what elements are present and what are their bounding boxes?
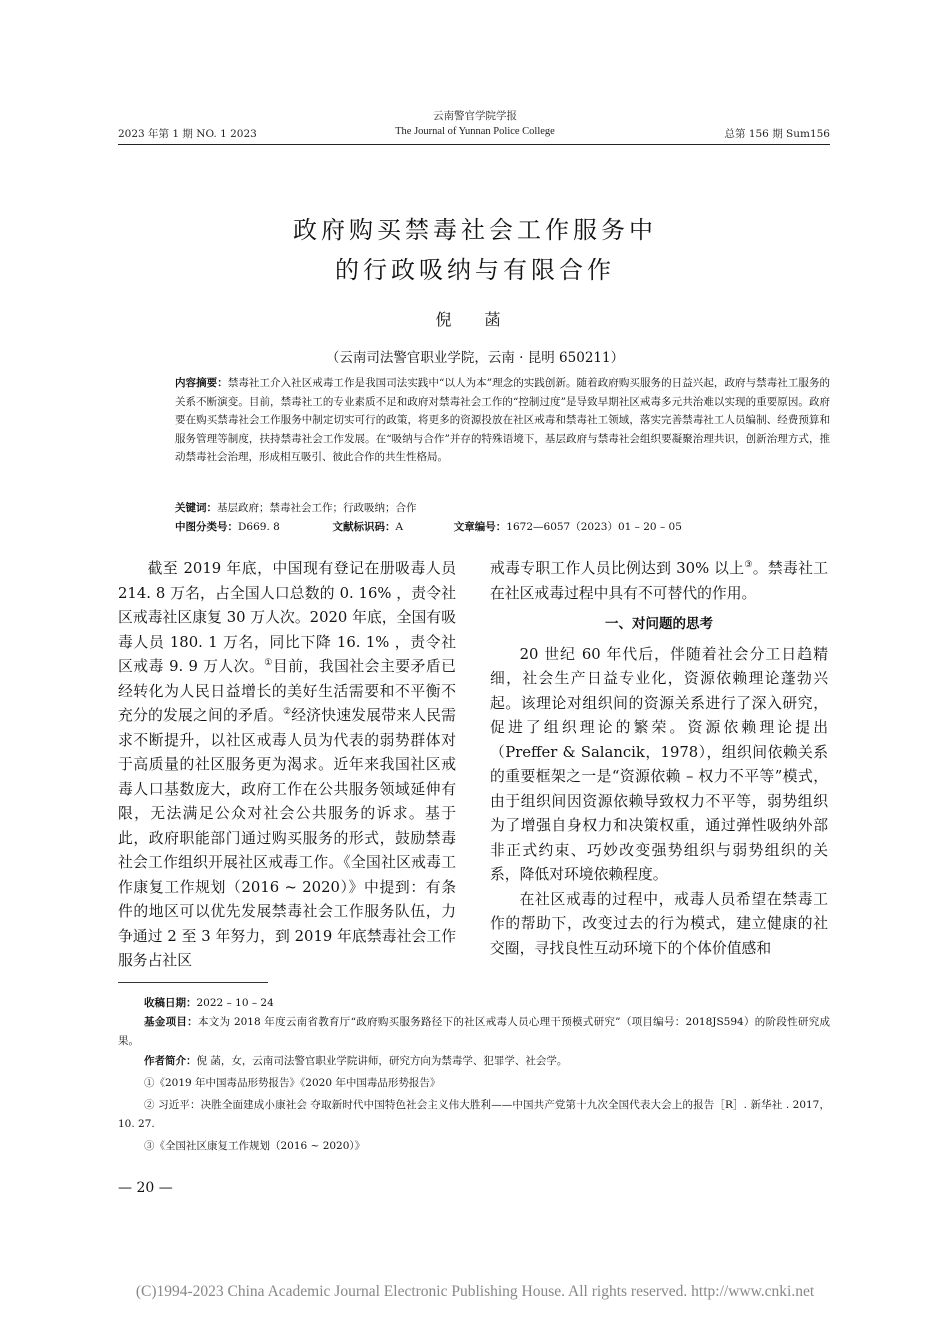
footnote-3: ③《全国社区康复工作规划（2016 ~ 2020）》	[144, 1140, 366, 1152]
fund-value: 本文为 2018 年度云南省教育厅“政府购买服务路径下的社区戒毒人员心理干预模式研究”（项目编号：2018JS594）的阶段性研究成果。	[118, 1016, 831, 1047]
paragraph: 20 世纪 60 年代后，伴随着社会分工日趋精细，社会生产日益专业化，资源依赖理论蓬勃兴起。该理论对组织间的资源关系进行了深入研究，促进了组织理论的繁荣。资源依赖理论提出（Preffer & Salancik，1978），组织间依赖关系的重要框架之一是“资源依赖 – 权力不平等”模式，由于组织间因资源依赖导致权力不平等，弱势组织为了增强自身权力和决策权重，通过弹性吸纳外部非正式约束、巧妙改变强势组织与弱势组织的关系，降低对环境依赖程度。	[490, 645, 828, 883]
abstract-text: 禁毒社工介入社区戒毒工作是我国司法实践中“以人为本”理念的实践创新。随着政府购买服务的日益兴起，政府与禁毒社工服务的关系不断演变。目前，禁毒社工的专业素质不足和政府对禁毒社会工作的“控制过度”是导致早期社区戒毒多元共治难以实现的重要原因。政府要在购买禁毒社会工作服务中制定切实可行的政策，将更多的资源投放在社区戒毒和禁毒社工领域，落实完善禁毒社工人员编制、经费预算和服务管理等制度，扶持禁毒社会工作发展。在“吸纳与合作”并存的特殊语境下，基层政府与禁毒社会组织要凝聚治理共识，创新治理方式，推动禁毒社会治理，形成相互吸引、彼此合作的共生性格局。	[175, 377, 831, 463]
received-date	[118, 994, 830, 1013]
article-title-line2: 的行政吸纳与有限合作	[335, 256, 615, 284]
author-bio	[118, 1052, 830, 1071]
text-run: 经济快速发展带来人民需求不断提升，以社区戒毒人员为代表的弱势群体对于高质量的社区服务更为渴求。近年来我国社区戒毒人口基数庞大，政府工作在公共服务领域延伸有限，无法满足公众对社会公共服务的诉求。基于此，政府职能部门通过购买服务的形式，鼓励禁毒社会工作组织开展社区戒毒工作。《全国社区戒毒工作康复工作规划（2016 ~ 2020）》中提到：有条件的地区可以优先发展禁毒社会工作服务队伍，力争通过 2 至 3 年努力，到 2019 年底禁毒社会工作服务占社区	[118, 707, 456, 969]
keywords-text: 基层政府；禁毒社会工作；行政吸纳；合作	[217, 502, 417, 514]
doc-code-label: 文献标识码：	[332, 521, 396, 533]
paragraph: 在社区戒毒的过程中，戒毒人员希望在禁毒工作的帮助下，改变过去的行为模式，建立健康的社交圈，寻找良性互动环境下的个体价值感和	[490, 890, 828, 957]
page-number: — 20 —	[118, 1180, 173, 1196]
journal-name-cn: 云南警官学院学报	[433, 110, 517, 122]
body-right-column	[490, 557, 828, 961]
author-name: 倪 菡	[435, 310, 515, 329]
keywords-label: 关键词：	[175, 502, 217, 514]
text-run: 。禁毒社工在社区戒毒过程中具有不可替代的作用。	[490, 560, 828, 602]
keywords	[175, 500, 830, 517]
doc-code-value: A	[395, 521, 404, 533]
author-bio-label: 作者简介：	[144, 1055, 197, 1067]
text-run: 戒毒专职工作人员比例达到 30% 以上	[490, 560, 745, 577]
footnote-ref-2: ②	[282, 707, 292, 718]
author-affiliation: （云南司法警官职业学院，云南 · 昆明 650211）	[325, 350, 625, 366]
fund-label: 基金项目：	[144, 1016, 198, 1028]
clc-label: 中图分类号：	[175, 521, 238, 533]
copyright-notice: (C)1994-2023 China Academic Journal Electronic Publishing House. All rights reserved. http://www.cnki.net	[135, 1283, 815, 1300]
article-id-value: 1672—6057（2023）01 – 20 – 05	[506, 521, 682, 533]
issue-info: 2023 年第 1 期 NO. 1 2023	[118, 128, 257, 140]
issue-total: 总第 156 期 Sum156	[724, 128, 830, 140]
footnote-ref-1: ①	[264, 658, 273, 669]
header-rule	[118, 144, 830, 145]
classification-row	[175, 519, 830, 536]
article-id-label: 文章编号：	[453, 521, 507, 533]
footnote-ref-3: ③	[744, 560, 753, 571]
footnote-rule	[118, 982, 268, 983]
footnote-2: ② 习近平：决胜全面建成小康社会 夺取新时代中国特色社会主义伟大胜利——中国共产党第十九次全国代表大会上的报告［R］. 新华社 . 2017，10. 27.	[118, 1099, 830, 1130]
received-label: 收稿日期：	[144, 997, 197, 1009]
article-title-line1: 政府购买禁毒社会工作服务中	[293, 216, 657, 244]
text-run: 截至 2019 年底，中国现有登记在册吸毒人员 214. 8 万名，占全国人口总数的 0. 16% ，责令社区戒毒社区康复 30 万人次。2020 年底，全国有吸毒人员 180. 1 万名，同比下降 16. 1% ，责令社区戒毒 9. 9 万人次。	[118, 560, 456, 675]
received-value: 2022 – 10 – 24	[196, 997, 274, 1009]
section-heading: 一、对问题的思考	[605, 616, 713, 632]
fund-info	[118, 1013, 830, 1051]
body-left-column	[118, 557, 456, 974]
author-bio-value: 倪 菡，女，云南司法警官职业学院讲师，研究方向为禁毒学、犯罪学、社会学。	[196, 1055, 568, 1067]
footnote-1: ①《2019 年中国毒品形势报告》《2020 年中国毒品形势报告》	[144, 1077, 441, 1089]
clc-value: D669. 8	[238, 521, 280, 533]
paragraph	[118, 557, 456, 974]
abstract	[175, 374, 830, 467]
text-run: 目前，我国社会主要矛盾已经转化为人民日益增长的美好生活需要和不平衡不充分的发展之间的矛盾。	[118, 658, 456, 724]
abstract-label: 内容摘要：	[175, 377, 228, 389]
paragraph	[490, 557, 828, 606]
journal-name-en: The Journal of Yunnan Police College	[395, 126, 555, 137]
footnotes	[118, 994, 830, 1156]
